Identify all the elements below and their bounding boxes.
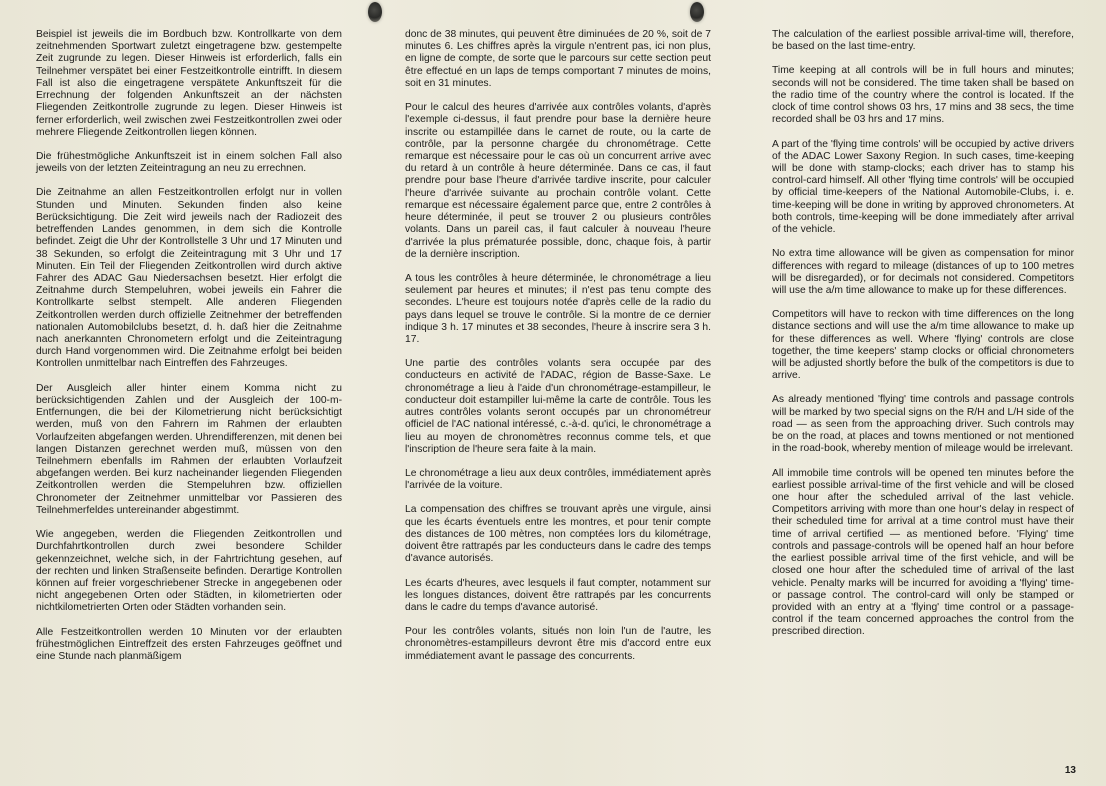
- english-paragraph: The calculation of the earliest possible arrival-time will, therefore, be based on the last time-entry.: [772, 29, 1074, 53]
- english-text-column: [772, 29, 1074, 651]
- german-text-column: [36, 29, 342, 675]
- german-paragraph: Der Ausgleich aller hinter einem Komma nicht zu berücksichtigenden Zahlen und der Ausgleich der 100-m-Entfernungen, die bei der Kilometrierung nicht berücksichtigt werden, muß von den Fahrern im Rahmen der erlaubten Vorlaufzeiten abgefangen werden. Uhrendifferenzen, mit denen bei langen Distanzen gerechnet werden muß, müssen von den Teilnehmern ebenfalls im Rahmen der erlaubten Vorlaufzeit abgefangen werden. Bei kurz nacheinander liegenden Fliegenden Zeitkontrollen werden die Stempeluhren bzw. offiziellen Chronometer der Zeitnehmer unmittelbar vor Passieren des Teilnehmerfeldes untereinander abgestimmt.: [36, 382, 342, 516]
- punch-hole-left: [368, 2, 382, 22]
- english-paragraph: As already mentioned 'flying' time controls and passage controls will be marked by two special signs on the R/H and L/H side of the road — as seen from the approaching driver. Such controls may be on the road, at places and towns mentioned or not mentioned in the road-book, whereby mention of mileage would be irrelevant.: [772, 394, 1074, 455]
- english-paragraph: A part of the 'flying time controls' will be occupied by active drivers of the ADAC Lower Saxony Region. In such cases, time-keeping will be done with stamp-clocks; each driver has to stamp his control-card himself. All other 'flying time controls' will be occupied by official time-keepers of the National Automobile-Clubs, i. e. time-keeping will be done in writing by approved chronometers. At both controls, time-keeping will be done immediately after arrival of the vehicle.: [772, 138, 1074, 236]
- english-paragraph: Time keeping at all controls will be in full hours and minutes; seconds will not be considered. The time taken shall be based on the radio time of the country where the control is located. If the clock of time control shows 03 hrs, 17 mins and 38 secs, the time recorded shall be 03 hrs and 17 mins.: [772, 65, 1074, 126]
- french-paragraph: donc de 38 minutes, qui peuvent être diminuées de 20 %, soit de 7 minutes 6. Les chiffres après la virgule n'entrent pas, ici non plus, en ligne de compte, de sorte que le parcours sur cette section peut être effectué en un laps de temps comportant 7 minutes de moins, soit en 31 minutes.: [405, 29, 711, 89]
- english-paragraph: All immobile time controls will be opened ten minutes before the earliest possible arrival-time of the first vehicle and will be closed one hour after the scheduled arrival of the last vehicle. Competitors arriving with more than one hour's delay in respect of their scheduled time for arrival at a time control must have their time of arrival certified — as mentioned before. 'Flying' time controls and passage-controls will be opened half an hour before the earliest possible arrival time of the first vehicle, and will be closed one hour after the scheduled time of arrival of the last vehicle. Penalty marks will be incurred for avoiding a 'flying' time- or passage control. The control-card will only be stamped or provided with an entry at a 'flying' time control or a passage-control if the team concerned approaches the control from the prescribed direction.: [772, 467, 1074, 638]
- german-paragraph: Alle Festzeitkontrollen werden 10 Minuten vor der erlaubten frühestmöglichen Eintreffzeit des ersten Fahrzeuges geöffnet und eine Stunde nach planmäßigem: [36, 626, 342, 663]
- french-paragraph: Pour le calcul des heures d'arrivée aux contrôles volants, d'après l'exemple ci-dessus, il faut prendre pour base la dernière heure inscrite ou estampillée dans le carnet de route, ou la carte de contrôle, par la personne chargée du chronométrage. Cette remarque est nécessaire pour le cas où un concurrent arrive avec du retard à un contrôle à heure déterminée. Dans ce cas, il faut prendre pour base l'heure d'arrivée tardive inscrite, pour calculer l'heure d'arrivée suivante au prochain contrôle volant. Cette remarque est nécessaire également parce que, entre 2 contrôles à heure déterminée, il peut se trouver 2 ou plusieurs contrôles volants. Dans un pareil cas, il faut calculer à nouveau l'heure d'arrivée la plus prématurée possible, donc, chaque fois, à partir de la dernière inscription.: [405, 102, 711, 260]
- french-paragraph: Une partie des contrôles volants sera occupée par des conducteurs en activité de l'ADAC, région de Basse-Saxe. Le chronométrage a lieu à l'aide d'un chronométrage-estampilleur, le conducteur doit estampiller lui-même la carte de contrôle. Tous les autres contrôles volants seront occupés par un chronométreur officiel de l'AC national intéressé, c.-à-d. qu'ici, le chronométrage a lieu au moyen de chronomètres reconnus comme tels, et que l'inscription de l'heure sera faite à la main.: [405, 358, 711, 455]
- german-paragraph: Die Zeitnahme an allen Festzeitkontrollen erfolgt nur in vollen Stunden und Minuten. Sekunden finden also keine Berücksichtigung. Die Zeit wird jeweils nach der Radiozeit des betreffenden Landes genommen, in dem sich die Kontrolle befindet. Zeigt die Uhr der Kontrollstelle 3 Uhr und 17 Minuten und 38 Sekunden, so erfolgt die Zeiteintragung mit 3 Uhr und 17 Minuten. Ein Teil der Fliegenden Zeitkontrollen wird durch aktive Fahrer des ADAC Gau Niedersachsen besetzt. Hier erfolgt die Zeitnahme durch Stempeluhren, wobei jeweils ein Fahrer die Kontrollkarte selbst stempelt. Alle anderen Fliegenden Zeitkontrollen werden durch offizielle Zeitnehmer der betreffenden nationalen Automobilclubs besetzt, d. h. daß hier die Zeitnahme nach anerkannten Chronometern erfolgt und die Zeiteintragung durch Hand vorgenommen wird. Die Zeitnahme erfolgt bei beiden Kontrollen unmittelbar nach Eintreffen des Fahrzeuges.: [36, 187, 342, 370]
- french-paragraph: Les écarts d'heures, avec lesquels il faut compter, notamment sur les longues distances, doivent être rattrapés par les concurrents dans le cadre du temps d'avance autorisé.: [405, 577, 711, 613]
- german-paragraph: Die frühestmögliche Ankunftszeit ist in einem solchen Fall also jeweils von der letzten Zeiteintragung an neu zu errechnen.: [36, 150, 342, 175]
- french-text-column: [405, 29, 711, 675]
- french-paragraph: Pour les contrôles volants, situés non loin l'un de l'autre, les chronomètres-estampilleurs devront être mis d'accord entre eux immédiatement avant le passage des concurrents.: [405, 626, 711, 662]
- german-paragraph: Wie angegeben, werden die Fliegenden Zeitkontrollen und Durchfahrtkontrollen durch zwei besondere Schilder gekennzeichnet, welche sich, in der Fahrtrichtung gesehen, auf der rechten und linken Straßenseite befinden. Derartige Kontrollen können auf freier vorgeschriebener Strecke in angegebenen oder nicht angegebenen Orten oder Städten, in kilometrierten oder nichtkilometrierten Orten oder Städten vorhanden sein.: [36, 529, 342, 614]
- german-paragraph: Beispiel ist jeweils die im Bordbuch bzw. Kontrollkarte von dem zeitnehmenden Sportwart zuletzt eingetragene bzw. gestempelte Zeit zugrunde zu legen. Dieser Hinweis ist erforderlich, falls ein Teilnehmer verspätet bei einer Festzeitkontrolle eintrifft. In diesem Fall ist also die eingetragene verspätete Ankunftszeit für die Errechnung der folgenden Ankunftszeit an der nächsten Fliegenden Zeitkontrolle zugrunde zu legen. Dieser Hinweis ist ferner erforderlich, weil zwischen zwei Festzeitkontrollen zwei oder mehrere Fliegende Zeitkontrollen liegen können.: [36, 29, 342, 138]
- french-paragraph: Le chronométrage a lieu aux deux contrôles, immédiatement après l'arrivée de la voiture.: [405, 468, 711, 492]
- punch-hole-right: [690, 2, 704, 22]
- english-paragraph: No extra time allowance will be given as compensation for minor differences with regard to mileage (distances of up to 100 metres will be disregarded), or for decimals not considered. Competitors will use the a/m time allowance to make up for these differences.: [772, 248, 1074, 296]
- english-paragraph: Competitors will have to reckon with time differences on the long distance sections and will use the a/m time allowance to make up for these differences as well. Where 'flying' controls are close together, the time keepers' stamp clocks or official chronometers will be adjusted shortly before the bulk of the competitors is due to arrive.: [772, 309, 1074, 382]
- page-number: 13: [1064, 765, 1076, 776]
- french-paragraph: A tous les contrôles à heure déterminée, le chronométrage a lieu seulement par heures et minutes; il n'est pas tenu compte des secondes. L'heure est toujours notée d'après celle de la radio du pays dans lequel se trouve le contrôle. Si la montre de ce dernier indique 3 h. 17 minutes et 38 secondes, l'heure à inscrire sera 3 h. 17.: [405, 272, 711, 346]
- french-paragraph: La compensation des chiffres se trouvant après une virgule, ainsi que les écarts éventuels entre les montres, et pour tenir compte des distances de 100 mètres, non comptées lors du kilométrage, doivent être rattrapés par les conducteurs dans le cadre des temps d'avance autorisés.: [405, 504, 711, 565]
